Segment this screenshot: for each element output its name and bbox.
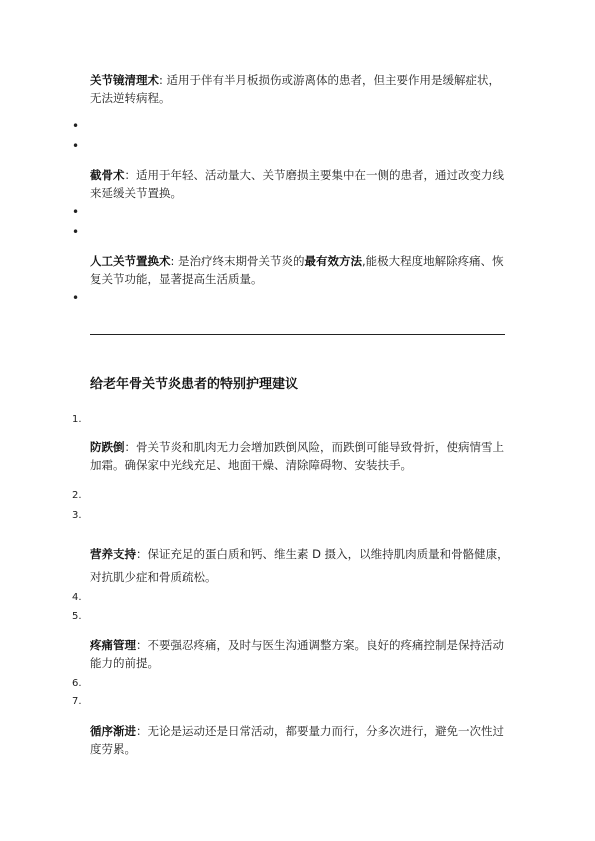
tip-fall-prevention — [90, 438, 510, 474]
treatment-osteotomy — [90, 166, 510, 202]
section-heading: 给老年骨关节炎患者的特别护理建议 — [90, 377, 299, 392]
tip-nutrition — [90, 543, 510, 589]
item-emphasis: 最有效方法 — [304, 254, 363, 268]
list-number: 1. — [72, 414, 82, 425]
item-text: ,能极大程度地解除疼痛、恢复关节功能，显著提高生活质量。 — [90, 254, 504, 286]
list-number: 5. — [72, 611, 82, 622]
list-number: 2. — [72, 490, 82, 501]
tip-title: 防跌倒 — [90, 440, 125, 454]
bullet: • — [72, 291, 80, 305]
bullet: • — [72, 119, 80, 133]
tip-pain-management — [90, 636, 510, 672]
item-separator: ： — [124, 168, 136, 182]
list-number: 7. — [72, 696, 82, 707]
list-number: 3. — [72, 510, 82, 521]
tip-gradual-progress — [90, 722, 510, 758]
bullet: • — [72, 205, 80, 219]
item-text: 适用于伴有半月板损伤或游离体的患者，但主要作用是缓解症状，无法逆转病程。 — [90, 73, 501, 105]
tip-separator: ： — [136, 547, 148, 561]
bullet: • — [72, 225, 80, 239]
item-separator: : — [170, 254, 179, 268]
tip-separator: ： — [124, 440, 136, 454]
item-separator: : — [159, 73, 167, 87]
list-number: 4. — [72, 592, 82, 603]
treatment-joint-replacement — [90, 252, 510, 288]
treatment-arthroscopy — [90, 71, 510, 107]
tip-text: 骨关节炎和肌肉无力会增加跌倒风险，而跌倒可能导致骨折，使病情雪上加霜。确保家中光线充足、地面干燥、清除障碍物、安装扶手。 — [90, 440, 504, 472]
tip-title: 循序渐进 — [90, 724, 136, 738]
horizontal-divider — [90, 334, 505, 335]
tip-text: 保证充足的蛋白质和钙、维生素 D 摄入，以维持肌肉质量和骨骼健康，对抗肌少症和骨质疏松。 — [90, 547, 509, 584]
item-text: 是治疗终末期骨关节炎的 — [178, 254, 305, 268]
tip-separator: ： — [136, 724, 148, 738]
list-number: 6. — [72, 678, 82, 689]
item-title: 关节镜清理术 — [90, 73, 159, 87]
tip-title: 疼痛管理 — [90, 638, 136, 652]
item-text: 适用于年轻、活动量大、关节磨损主要集中在一侧的患者，通过改变力线来延缓关节置换。 — [90, 168, 504, 200]
tip-title: 营养支持 — [90, 547, 136, 561]
tip-text: 不要强忍疼痛，及时与医生沟通调整方案。良好的疼痛控制是保持活动能力的前提。 — [90, 638, 504, 670]
item-title: 人工关节置换术 — [90, 254, 171, 268]
item-title: 截骨术 — [90, 168, 125, 182]
bullet: • — [72, 139, 80, 153]
tip-separator: ： — [136, 638, 148, 652]
tip-text: 无论是运动还是日常活动，都要量力而行，分多次进行，避免一次性过度劳累。 — [90, 724, 504, 756]
